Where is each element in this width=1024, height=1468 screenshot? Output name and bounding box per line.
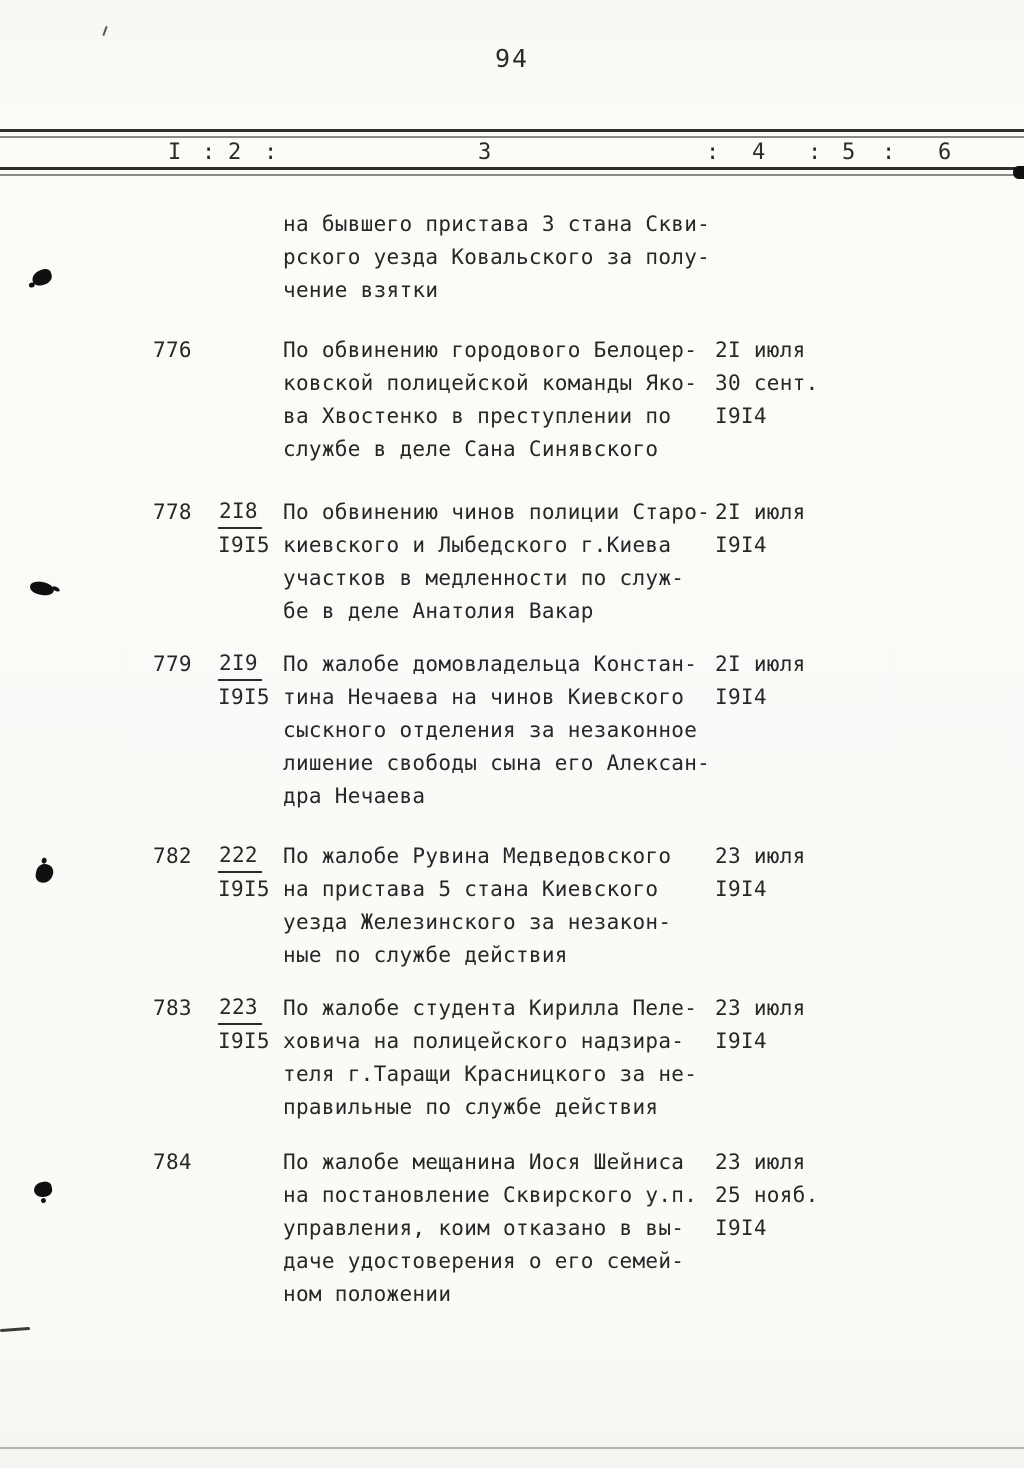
description-line: По жалобе мещанина Иося Шейниса [283, 1150, 685, 1174]
date-line: 23 июля [715, 996, 806, 1020]
date-line: 23 июля [715, 844, 806, 868]
case-number: 2I9 [218, 648, 262, 681]
description-line: управления, коим отказано в вы- [283, 1216, 685, 1240]
description-line: ные по службе действия [283, 943, 568, 967]
header-col-6: 6 [938, 140, 952, 165]
description-line: тина Нечаева на чинов Киевского [283, 685, 685, 709]
date-line: 2I июля [715, 338, 806, 362]
description-line: ва Хвостенко в преступлении по [283, 404, 672, 428]
entry-description [283, 1146, 715, 1311]
description-line: рского уезда Ковальского за полу- [283, 245, 711, 269]
header-separator: : [264, 140, 278, 165]
header-separator: : [202, 140, 216, 165]
date-line: I9I4 [715, 1029, 767, 1053]
scan-speck [102, 26, 107, 36]
entry-description [283, 992, 715, 1124]
description-line: сыскного отделения за незаконное [283, 718, 698, 742]
register-entry [0, 1146, 1024, 1311]
ink-blot [1013, 166, 1024, 179]
entry-case-ref [218, 840, 283, 972]
description-line: бе в деле Анатолия Вакар [283, 599, 594, 623]
register-entry [0, 992, 1024, 1124]
entry-case-ref [218, 208, 283, 307]
entry-dates [715, 648, 865, 813]
date-line: 25 нояб. [715, 1183, 819, 1207]
date-line: I9I4 [715, 1216, 767, 1240]
table-top-rule [0, 129, 1024, 138]
register-entry [0, 208, 1024, 307]
entry-dates [715, 840, 865, 972]
date-line: I9I4 [715, 685, 767, 709]
description-line: дра Нечаева [283, 784, 426, 808]
entry-description [283, 208, 715, 307]
description-line: службе в деле Сана Синявского [283, 437, 659, 461]
case-year: I9I5 [218, 533, 270, 557]
entry-dates [715, 992, 865, 1124]
entry-description [283, 496, 715, 628]
entry-dates [715, 334, 865, 466]
entry-dates [715, 496, 865, 628]
date-line: 30 сент. [715, 371, 819, 395]
description-line: ковской полицейской команды Яко- [283, 371, 698, 395]
entry-description [283, 648, 715, 813]
entry-case-ref [218, 334, 283, 466]
case-year: I9I5 [218, 1029, 270, 1053]
table-header-row [0, 140, 1024, 168]
entry-number: 783 [153, 996, 192, 1020]
header-col-2: 2 [228, 140, 242, 165]
scan-edge-line [0, 1447, 1024, 1449]
header-col-I: I [168, 140, 182, 165]
description-line: По обвинению чинов полиции Старо- [283, 500, 711, 524]
case-year: I9I5 [218, 685, 270, 709]
description-line: По жалобе домовладельца Констан- [283, 652, 698, 676]
entry-number: 782 [153, 844, 192, 868]
register-entry [0, 334, 1024, 466]
register-entry [0, 496, 1024, 628]
case-year: I9I5 [218, 877, 270, 901]
entry-number: 779 [153, 652, 192, 676]
case-number: 222 [218, 840, 262, 873]
description-line: на постановление Сквирского у.п. [283, 1183, 698, 1207]
entry-case-ref [218, 648, 283, 813]
description-line: чение взятки [283, 278, 439, 302]
description-line: По обвинению городового Белоцер- [283, 338, 698, 362]
entry-number: 776 [153, 338, 192, 362]
date-line: I9I4 [715, 533, 767, 557]
date-line: I9I4 [715, 877, 767, 901]
description-line: лишение свободы сына его Алексан- [283, 751, 711, 775]
description-line: на бывшего пристава 3 стана Скви- [283, 212, 711, 236]
description-line: теля г.Таращи Красницкого за не- [283, 1062, 698, 1086]
description-line: киевского и Лыбедского г.Киева [283, 533, 672, 557]
header-separator: : [882, 140, 896, 165]
entry-case-ref [218, 1146, 283, 1311]
entry-dates [715, 208, 865, 307]
description-line: правильные по службе действия [283, 1095, 659, 1119]
register-entry [0, 840, 1024, 972]
case-number: 223 [218, 992, 262, 1025]
pen-mark [0, 1327, 30, 1332]
description-line: даче удостоверения о его семей- [283, 1249, 685, 1273]
case-number: 2I8 [218, 496, 262, 529]
description-line: По жалобе студента Кирилла Пеле- [283, 996, 698, 1020]
table-header-bottom-rule [0, 167, 1024, 176]
page-number: 94 [494, 44, 530, 73]
description-line: ховича на полицейского надзира- [283, 1029, 685, 1053]
date-line: 2I июля [715, 652, 806, 676]
header-col-4: 4 [752, 140, 766, 165]
date-line: 2I июля [715, 500, 806, 524]
entry-dates [715, 1146, 865, 1311]
description-line: По жалобе Рувина Медведовского [283, 844, 672, 868]
entry-number: 778 [153, 500, 192, 524]
description-line: на пристава 5 стана Киевского [283, 877, 659, 901]
description-line: участков в медленности по служ- [283, 566, 685, 590]
description-line: уезда Железинского за незакон- [283, 910, 672, 934]
date-line: I9I4 [715, 404, 767, 428]
header-separator: : [808, 140, 822, 165]
entry-number: 784 [153, 1150, 192, 1174]
header-col-5: 5 [842, 140, 856, 165]
description-line: ном положении [283, 1282, 452, 1306]
entry-case-ref [218, 992, 283, 1124]
date-line: 23 июля [715, 1150, 806, 1174]
register-entry [0, 648, 1024, 813]
entry-description [283, 840, 715, 972]
header-col-3: 3 [478, 140, 492, 165]
entry-description [283, 334, 715, 466]
header-separator: : [706, 140, 720, 165]
entry-number [153, 208, 218, 307]
entry-case-ref [218, 496, 283, 628]
